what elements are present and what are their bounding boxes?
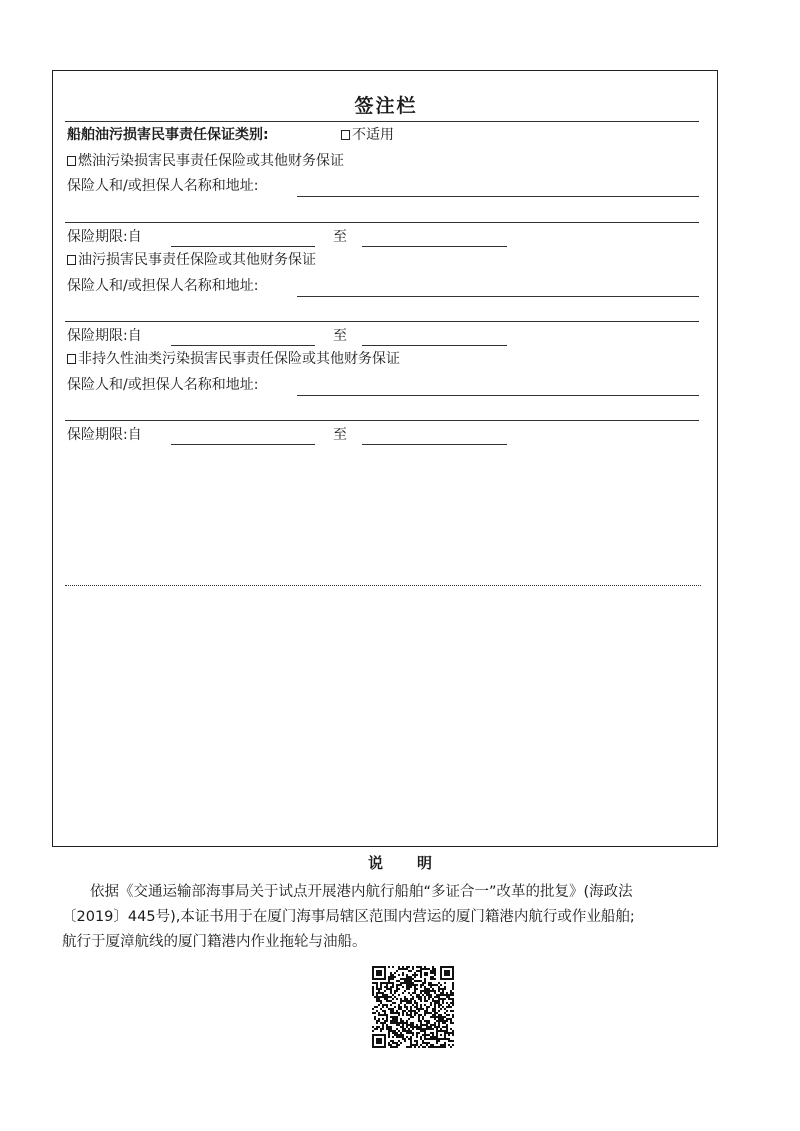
section-1-end-date-field[interactable] [362,246,507,247]
section-1-insurer-field-2[interactable] [65,222,699,223]
section-1-period-label: 保险期限:自 [67,229,142,245]
explanation-title: 说明 [367,854,466,872]
explanation-text [62,880,722,955]
qr-code-icon[interactable] [372,966,454,1048]
section-2-start-date-field[interactable] [171,345,315,346]
section-1-insurer-label: 保险人和/或担保人名称和地址: [67,178,259,194]
dotted-divider [65,585,701,586]
section-2-checkbox[interactable] [67,255,76,265]
section-2-insurer-field[interactable] [297,296,699,297]
section-3-insurer-field-2[interactable] [65,420,699,421]
section-3-period-label: 保险期限:自 [67,427,142,443]
section-3-start-date-field[interactable] [171,444,315,445]
explanation-line-1: 依据《交通运输部海事局关于试点开展港内航行船舶“多证合一”改革的批复》(海政法 [90,884,633,900]
section-3-option[interactable] [67,350,400,368]
section-3-insurer-label: 保险人和/或担保人名称和地址: [67,377,259,393]
section-3-end-date-field[interactable] [362,444,507,445]
section-2-insurer-label: 保险人和/或担保人名称和地址: [67,278,259,294]
section-2-period-label: 保险期限:自 [67,328,142,344]
section-1-checkbox[interactable] [67,156,76,166]
explanation-line-2: 〔2019〕445号),本证书用于在厦门海事局辖区范围内营运的厦门籍港内航行或作业船舶; [62,909,635,925]
annotation-panel [52,70,718,847]
not-applicable-checkbox[interactable] [341,130,350,140]
section-2-to-label: 至 [333,328,347,344]
section-2-insurer-field-2[interactable] [65,321,699,322]
panel-title: 签注栏 [354,95,418,117]
section-1-option[interactable] [67,152,344,170]
section-3-to-label: 至 [333,427,347,443]
not-applicable-label: 不适用 [352,127,394,143]
not-applicable-option[interactable] [341,126,394,144]
category-label: 船舶油污损害民事责任保证类别: [67,127,269,143]
section-1-insurer-field[interactable] [297,196,699,197]
title-underline [65,121,699,122]
section-2-end-date-field[interactable] [362,345,507,346]
section-3-insurer-field[interactable] [297,395,699,396]
section-2-option[interactable] [67,251,316,269]
section-3-checkbox[interactable] [67,354,76,364]
section-1-to-label: 至 [333,229,347,245]
section-3-option-label: 非持久性油类污染损害民事责任保险或其他财务保证 [78,351,400,367]
section-2-option-label: 油污损害民事责任保险或其他财务保证 [78,252,316,268]
explanation-line-3: 航行于厦漳航线的厦门籍港内作业拖轮与油船。 [62,934,367,950]
section-1-start-date-field[interactable] [171,246,315,247]
section-1-option-label: 燃油污染损害民事责任保险或其他财务保证 [78,153,344,169]
